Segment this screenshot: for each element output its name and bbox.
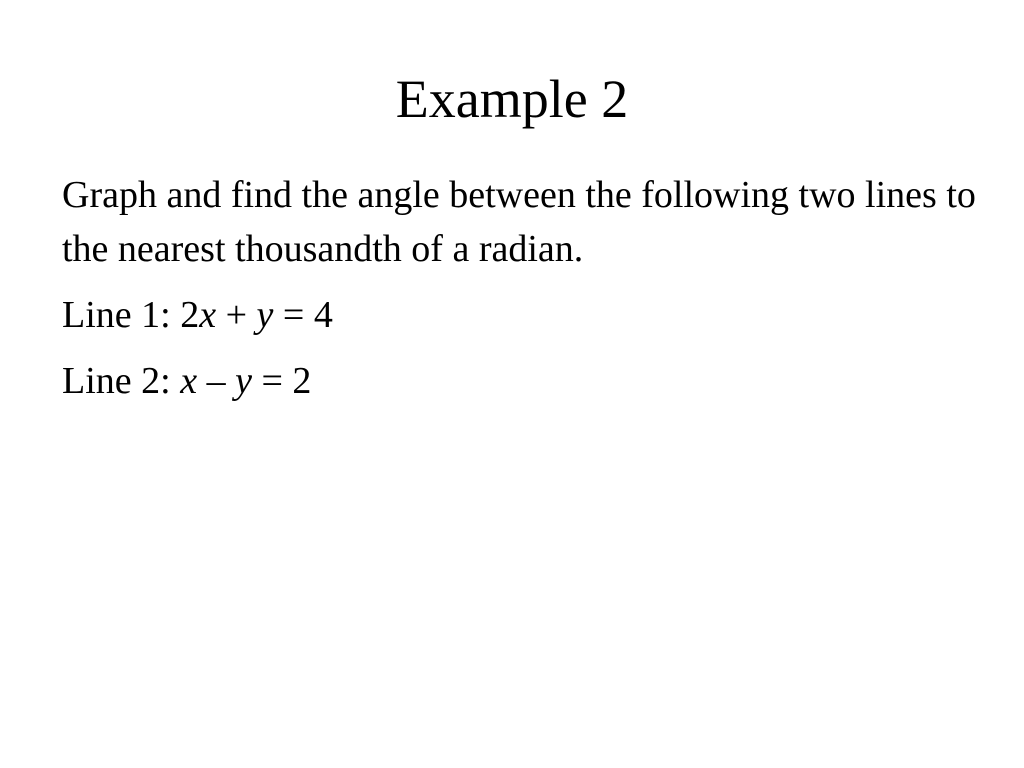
line-2-operator: –	[197, 360, 236, 402]
slide-title: Example 2	[395, 69, 629, 129]
line-1-operator: +	[216, 294, 257, 336]
line-1-coef-x: 2	[180, 294, 200, 336]
slide-body	[62, 168, 982, 420]
line-1-label: Line 1:	[62, 294, 181, 336]
line-1-equation	[62, 288, 982, 342]
problem-prompt: Graph and find the angle between the following two lines to the nearest thousandth of a radian.	[62, 174, 976, 270]
line-1-var-x: x	[199, 294, 217, 336]
line-2-var-y: y	[235, 360, 252, 402]
line-2-label: Line 2:	[62, 360, 181, 402]
line-2-rhs: = 2	[251, 360, 312, 402]
line-1-var-y: y	[256, 294, 274, 336]
line-1-rhs: = 4	[273, 294, 333, 336]
line-2-equation	[62, 354, 982, 408]
line-2-var-x: x	[180, 360, 198, 402]
